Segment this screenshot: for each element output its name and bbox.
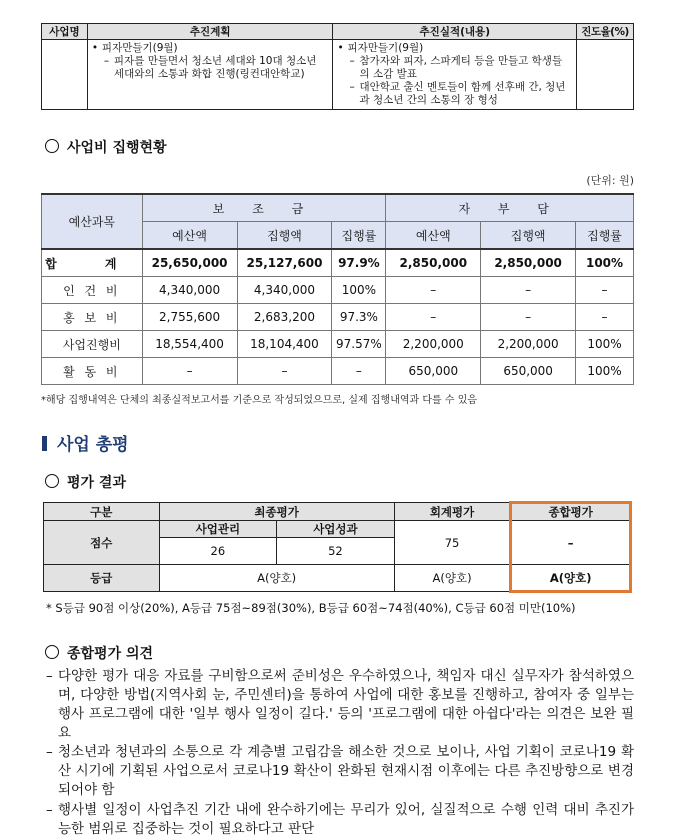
cell-project-name xyxy=(42,40,88,110)
cell-value: – xyxy=(576,304,634,331)
opinion-heading: 종합평가 의견 xyxy=(45,643,153,663)
cell-value: 97.57% xyxy=(332,331,386,358)
header-budget-category: 예산과목 xyxy=(42,194,143,249)
circle-bullet-icon xyxy=(45,139,59,153)
opinion-item-2: – 청소년과 청년과의 소통으로 각 계층별 고립감을 해소한 것으로 보이나, 사업 기획이 코로나19 확산 시기에 기획된 사업으로서 코로나19 확산이 완화된 현재시점 이후에는 다른 추진방향으로 변경되어야 함 xyxy=(58,743,634,800)
cell-value: 100% xyxy=(576,331,634,358)
cell-value: 2,850,000 xyxy=(386,249,481,277)
row-label: 활 동 비 xyxy=(42,358,143,385)
header-plan: 추진계획 xyxy=(87,24,333,40)
table-row xyxy=(42,277,634,304)
header-progress: 진도율(%) xyxy=(577,24,634,40)
cell-value: – xyxy=(332,358,386,385)
cell-value: 650,000 xyxy=(481,358,576,385)
cell-value: 2,200,000 xyxy=(386,331,481,358)
result-sub-2: – 대안학교 출신 멘토들이 함께 선후배 간, 청년과 청소년 간의 소통의 장 형성 xyxy=(337,81,572,107)
score-accounting: 75 xyxy=(394,521,511,565)
subheader: 집행률 xyxy=(332,222,386,250)
budget-heading: 사업비 집행현황 xyxy=(45,137,167,157)
header-category: 구분 xyxy=(44,503,160,521)
table-row xyxy=(42,358,634,385)
opinion-item-1: – 다양한 평가 대응 자료를 구비함으로써 준비성은 우수하였으나, 책임자 대신 실무자가 참석하였으며, 다양한 방법(지역사회 눈, 주민센터)을 통하여 사업에 대한 홍보를 진행하고, 참여자 중 일부는 행사 프로그램에 대한 '일부 행사 일정이 길다.' 등의 '프로그램에 대한 아쉽다'라는 의견은 보완 필요 xyxy=(58,667,634,743)
header-result: 추진실적(내용) xyxy=(333,24,577,40)
header-accounting-eval: 회계평가 xyxy=(394,503,511,521)
cell-value: 97.3% xyxy=(332,304,386,331)
cell-value: 18,554,400 xyxy=(142,331,237,358)
subheader: 예산액 xyxy=(142,222,237,250)
table-row-total xyxy=(42,249,634,277)
subheader: 예산액 xyxy=(386,222,481,250)
cell-value: 100% xyxy=(576,249,634,277)
header-project-name: 사업명 xyxy=(42,24,88,40)
opinion-item-3: – 행사별 일정이 사업추진 기간 내에 완수하기에는 무리가 있어, 실질적으로 수행 인력 대비 추진가능한 범위로 집중하는 것이 필요하다고 판단 xyxy=(58,801,634,839)
review-heading: 사업 총평 xyxy=(42,430,129,455)
grade-final: A(양호) xyxy=(159,565,394,592)
eval-heading: 평가 결과 xyxy=(45,472,126,492)
header-overall-eval: 종합평가 xyxy=(511,503,631,521)
cell-value: 100% xyxy=(576,358,634,385)
row-label-grade: 등급 xyxy=(44,565,160,592)
cell-value: – xyxy=(481,277,576,304)
header-self-funded: 자 부 담 xyxy=(386,194,634,222)
circle-bullet-icon xyxy=(45,474,59,488)
header-final-eval: 최종평가 xyxy=(159,503,394,521)
cell-value: – xyxy=(142,358,237,385)
subheader: 집행률 xyxy=(576,222,634,250)
evaluation-table xyxy=(43,501,632,593)
cell-value: – xyxy=(237,358,332,385)
budget-table xyxy=(41,193,634,385)
plan-item: • 피자만들기(9월) xyxy=(92,42,329,55)
row-label-score: 점수 xyxy=(44,521,160,565)
cell-value: 2,850,000 xyxy=(481,249,576,277)
plan-sub: – 피자를 만들면서 청소년 세대와 10대 청소년 세대와의 소통과 화합 진행(링컨대안학교) xyxy=(92,55,329,81)
cell-value: – xyxy=(386,277,481,304)
cell-value: 2,683,200 xyxy=(237,304,332,331)
subheader-management: 사업관리 xyxy=(159,521,277,538)
cell-progress xyxy=(577,40,634,110)
cell-value: 4,340,000 xyxy=(142,277,237,304)
budget-note: *해당 집행내역은 단체의 최종실적보고서를 기준으로 작성되었으므로, 실제 집행내역과 다를 수 있음 xyxy=(41,395,478,406)
unit-label: (단위: 원) xyxy=(586,174,634,187)
subheader-result: 사업성과 xyxy=(277,521,395,538)
cell-value: – xyxy=(386,304,481,331)
cell-value: 25,650,000 xyxy=(142,249,237,277)
cell-value: 2,755,600 xyxy=(142,304,237,331)
grade-accounting: A(양호) xyxy=(394,565,511,592)
grade-note: * S등급 90점 이상(20%), A등급 75점~89점(30%), B등급 60점~74점(40%), C등급 60점 미만(10%) xyxy=(46,601,576,615)
cell-value: 25,127,600 xyxy=(237,249,332,277)
cell-value: 100% xyxy=(332,277,386,304)
score-management: 26 xyxy=(159,538,277,565)
cell-value: 97.9% xyxy=(332,249,386,277)
table-row xyxy=(42,331,634,358)
header-subsidy: 보 조 금 xyxy=(142,194,386,222)
score-overall: – xyxy=(511,521,631,565)
grade-overall: A(양호) xyxy=(511,565,631,592)
cell-value: – xyxy=(481,304,576,331)
cell-plan xyxy=(87,40,333,110)
cell-value: 2,200,000 xyxy=(481,331,576,358)
result-item: • 피자만들기(9월) xyxy=(337,42,572,55)
cell-value: 18,104,400 xyxy=(237,331,332,358)
circle-bullet-icon xyxy=(45,645,59,659)
table-row xyxy=(42,304,634,331)
row-label: 사업진행비 xyxy=(42,331,143,358)
subheader: 집행액 xyxy=(237,222,332,250)
score-result: 52 xyxy=(277,538,395,565)
result-sub-1: – 참가자와 피자, 스파게티 등을 만들고 학생들의 소감 발표 xyxy=(337,55,572,81)
row-label: 인 건 비 xyxy=(42,277,143,304)
cell-value: 4,340,000 xyxy=(237,277,332,304)
subheader: 집행액 xyxy=(481,222,576,250)
row-label: 홍 보 비 xyxy=(42,304,143,331)
cell-result xyxy=(333,40,577,110)
plan-result-table xyxy=(41,23,634,110)
cell-value: 650,000 xyxy=(386,358,481,385)
section-bar-icon xyxy=(42,436,47,451)
row-label: 합 계 xyxy=(42,249,143,277)
cell-value: – xyxy=(576,277,634,304)
